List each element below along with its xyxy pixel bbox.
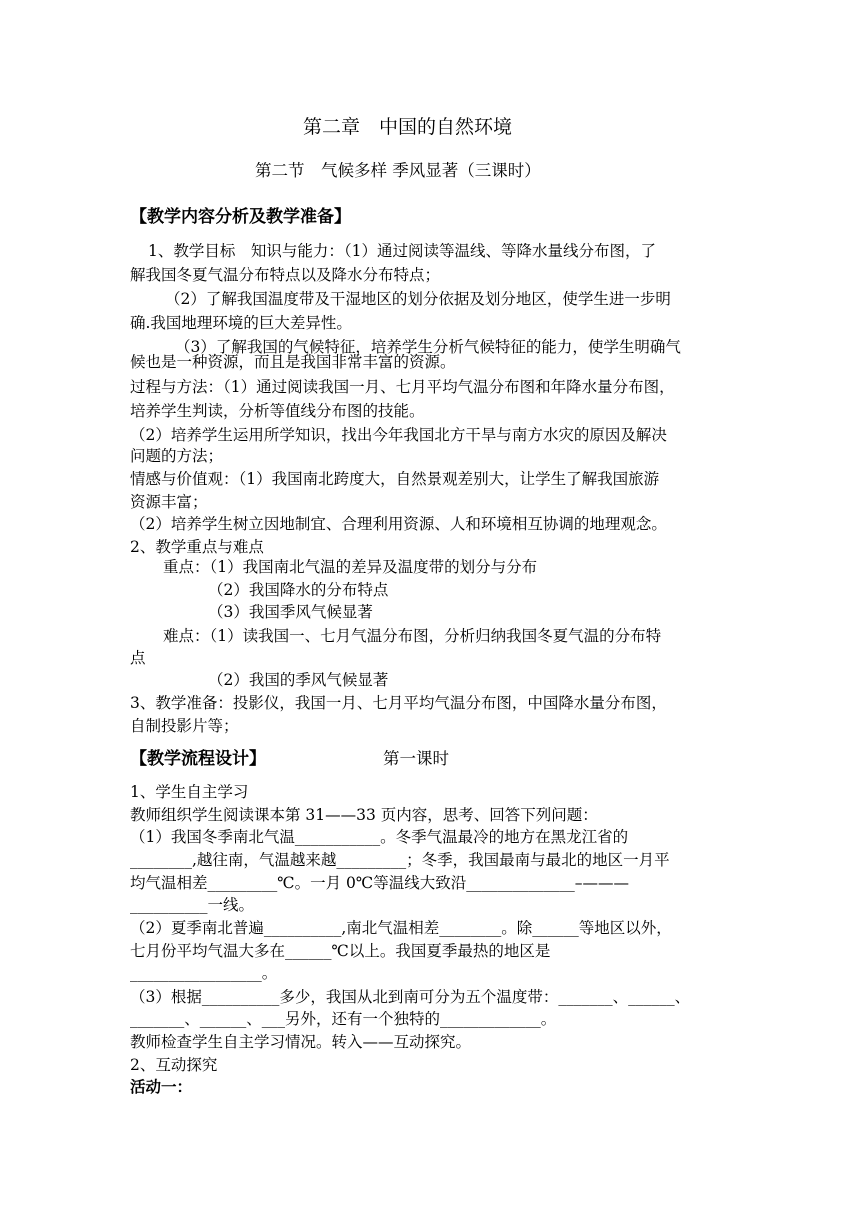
paragraph-line: 1、学生自主学习 [130, 783, 249, 801]
paragraph-line: （2）夏季南北普遍__________,南北气温相差________。除______等地区以外， [130, 919, 672, 937]
paragraph-line: 重点：（1）我国南北气温的差异及温度带的划分与分布 [163, 558, 538, 576]
paragraph-line: _________________。 [130, 964, 278, 982]
paragraph-line: 教师检查学生自主学习情况。转入——互动探究。 [130, 1033, 472, 1051]
paragraph-line: 七月份平均气温大多在______℃以上。我国夏季最热的地区是 [130, 942, 551, 960]
paragraph-line: 情感与价值观：（1）我国南北跨度大，自然景观差别大，让学生了解我国旅游 [130, 470, 660, 488]
paragraph-line: 过程与方法：（1）通过阅读我国一月、七月平均气温分布图和年降水量分布图， [130, 378, 675, 396]
paragraph-line: （1）我国冬季南北气温___________。冬季气温最冷的地方在黑龙江省的 [130, 828, 629, 846]
section-subtitle: 第二节 气候多样 季风显著（三课时） [255, 161, 541, 180]
section-heading-flow: 【教学流程设计】 [130, 749, 266, 769]
paragraph-line: 自制投影片等； [130, 717, 239, 735]
paragraph-line: 点 [130, 649, 146, 667]
paragraph-line: （3）我国季风气候显著 [208, 603, 373, 621]
paragraph-line: （2）我国的季风气候显著 [208, 671, 389, 689]
paragraph-line: 候也是一种资源，而且是我国非常丰富的资源。 [130, 353, 456, 371]
paragraph-line: （2）培养学生树立因地制宜、合理利用资源、人和环境相互协调的地理观念。 [130, 515, 667, 533]
paragraph-line: 培养学生判读，分析等值线分布图的技能。 [130, 402, 425, 420]
chapter-title: 第二章 中国的自然环境 [303, 116, 513, 138]
paragraph-line: （2）培养学生运用所学知识，找出今年我国北方干旱与南方水灾的原因及解决 [130, 426, 667, 444]
paragraph-line: 资源丰富； [130, 493, 208, 511]
paragraph-line: 1、教学目标 知识与能力：（1）通过阅读等温线、等降水量线分布图，了 [148, 242, 656, 260]
lesson-label: 第一课时 [383, 749, 449, 768]
paragraph-line: 解我国冬夏气温分布特点以及降水分布特点； [130, 266, 441, 284]
activity-label: 活动一： [130, 1077, 193, 1096]
paragraph-line: __________一线。 [130, 896, 255, 914]
paragraph-line: （2）了解我国温度带及干湿地区的划分依据及划分地区，使学生进一步明 [165, 290, 671, 308]
paragraph-line: 难点：（1）读我国一、七月气温分布图，分析归纳我国冬夏气温的分布特 [163, 627, 662, 645]
paragraph-line: ________,越往南，气温越来越_________；冬季，我国最南与最北的地区一月平 [130, 851, 670, 869]
paragraph-line: （3）根据__________多少，我国从北到南可分为五个温度带：_______、______、 [130, 988, 691, 1006]
paragraph-line: 2、互动探究 [130, 1056, 218, 1074]
paragraph-line: 问题的方法； [130, 447, 224, 465]
paragraph-line: 均气温相差_________℃。一月 0℃等温线大致沿______________–——— [130, 874, 629, 892]
paragraph-line: （2）我国降水的分布特点 [208, 581, 389, 599]
paragraph-line: 确.我国地理环境的巨大差异性。 [130, 314, 352, 332]
paragraph-line: 2、教学重点与难点 [130, 538, 264, 556]
section-heading-analysis: 【教学内容分析及教学准备】 [130, 207, 351, 227]
paragraph-line: _______、______、___另外，还有一个独特的_____________。 [130, 1010, 557, 1028]
paragraph-line: 教师组织学生阅读课本第 31——33 页内容，思考、回答下列问题： [130, 806, 598, 824]
paragraph-line: 3、教学准备：投影仪，我国一月、七月平均气温分布图，中国降水量分布图， [130, 694, 667, 712]
paragraph-line: （3）了解我国的气候特征，培养学生分析气候特征的能力，使学生明确气 [175, 338, 681, 356]
